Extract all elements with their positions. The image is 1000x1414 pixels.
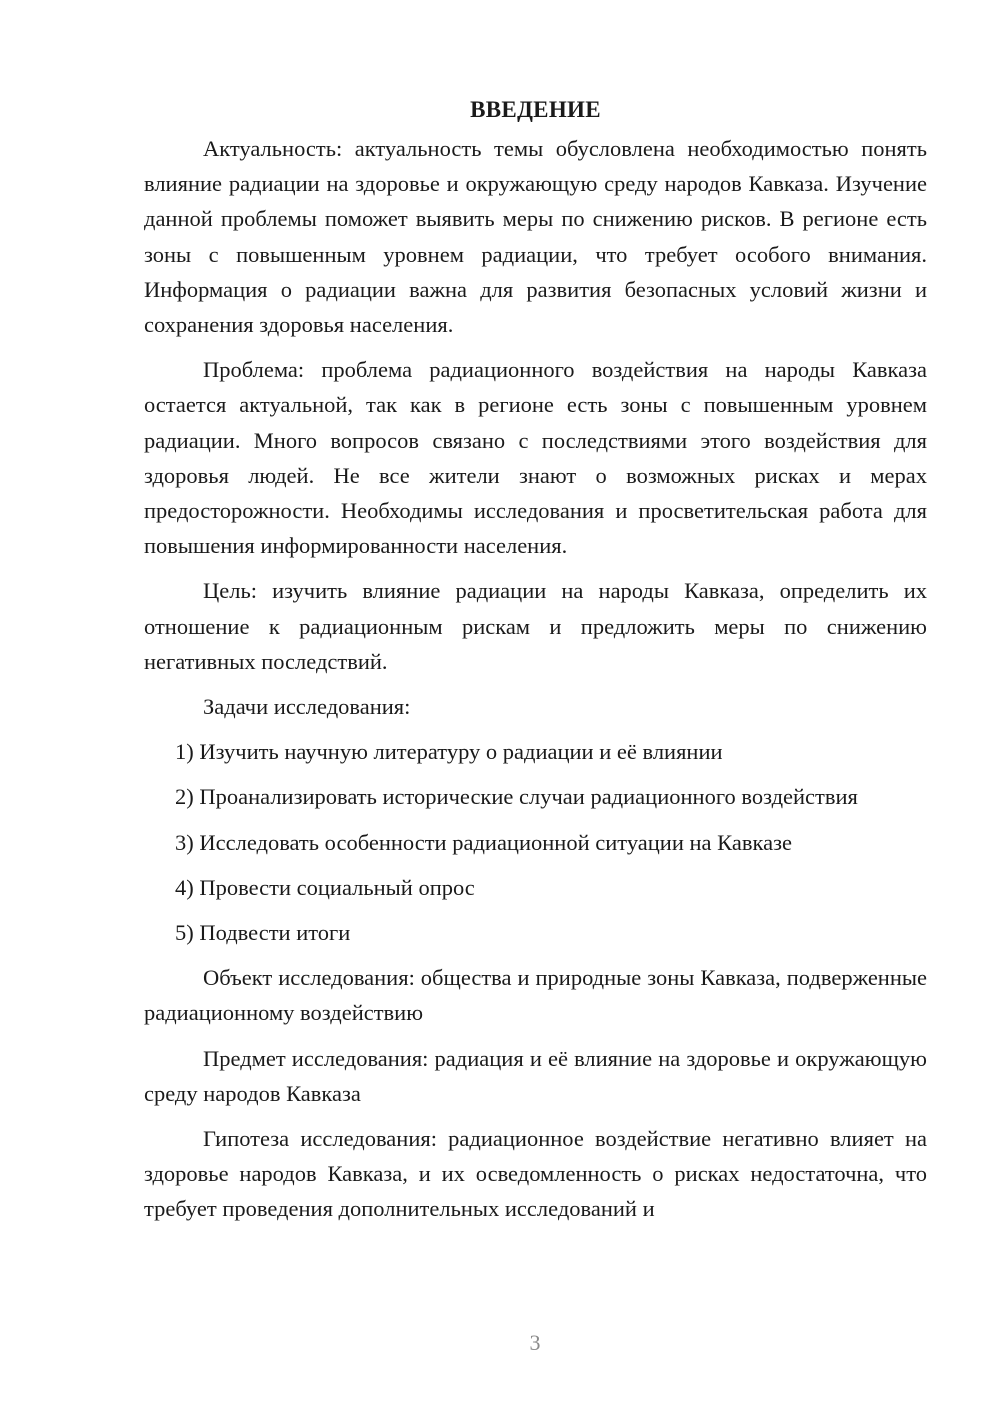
goal-paragraph: Цель: изучить влияние радиации на народы Кавказа, определить их отношение к радиационным рискам и предложить меры по снижению негативных последствий. xyxy=(144,578,927,674)
page-number: 3 xyxy=(529,1330,541,1355)
subject-paragraph: Предмет исследования: радиация и её влияние на здоровье и окружающую среду народов Кавказа xyxy=(144,1045,927,1106)
relevance-paragraph: Актуальность: актуальность темы обусловлена необходимостью понять влияние радиации на здоровье и окружающую среду народов Кавказа. Изучение данной проблемы поможет выявить меры по снижению рисков. В регионе есть зоны с повышенным уровнем радиации, что требует особого внимания. Информация о радиации важна для развития безопасных условий жизни и сохранения здоровья населения. xyxy=(144,136,927,338)
tasks-title: Задачи исследования: xyxy=(203,694,411,720)
task-item: 5) Подвести итоги xyxy=(175,920,351,946)
document-page xyxy=(144,92,927,1237)
hypothesis-paragraph: Гипотеза исследования: радиационное воздействие негативно влияет на здоровье народов Кавказа, и их осведомленность о рисках недостаточна, что требует проведения дополнительных исследований и xyxy=(144,1126,927,1222)
problem-paragraph: Проблема: проблема радиационного воздействия на народы Кавказа остается актуальной, так как в регионе есть зоны с повышенным уровнем радиации. Много вопросов связано с последствиями этого воздействия для здоровья людей. Не все жители знают о возможных рисках и мерах предосторожности. Необходимы исследования и просветительская работа для повышения информированности населения. xyxy=(144,357,927,559)
task-item: 1) Изучить научную литературу о радиации и её влиянии xyxy=(175,739,723,765)
section-heading: ВВЕДЕНИЕ xyxy=(470,97,601,122)
task-item: 3) Исследовать особенности радиационной ситуации на Кавказе xyxy=(175,829,792,855)
task-item: 4) Провести социальный опрос xyxy=(175,874,475,900)
task-item: 2) Проанализировать исторические случаи радиационного воздействия xyxy=(175,784,858,810)
object-paragraph: Объект исследования: общества и природные зоны Кавказа, подверженные радиационному воздействию xyxy=(144,965,927,1026)
